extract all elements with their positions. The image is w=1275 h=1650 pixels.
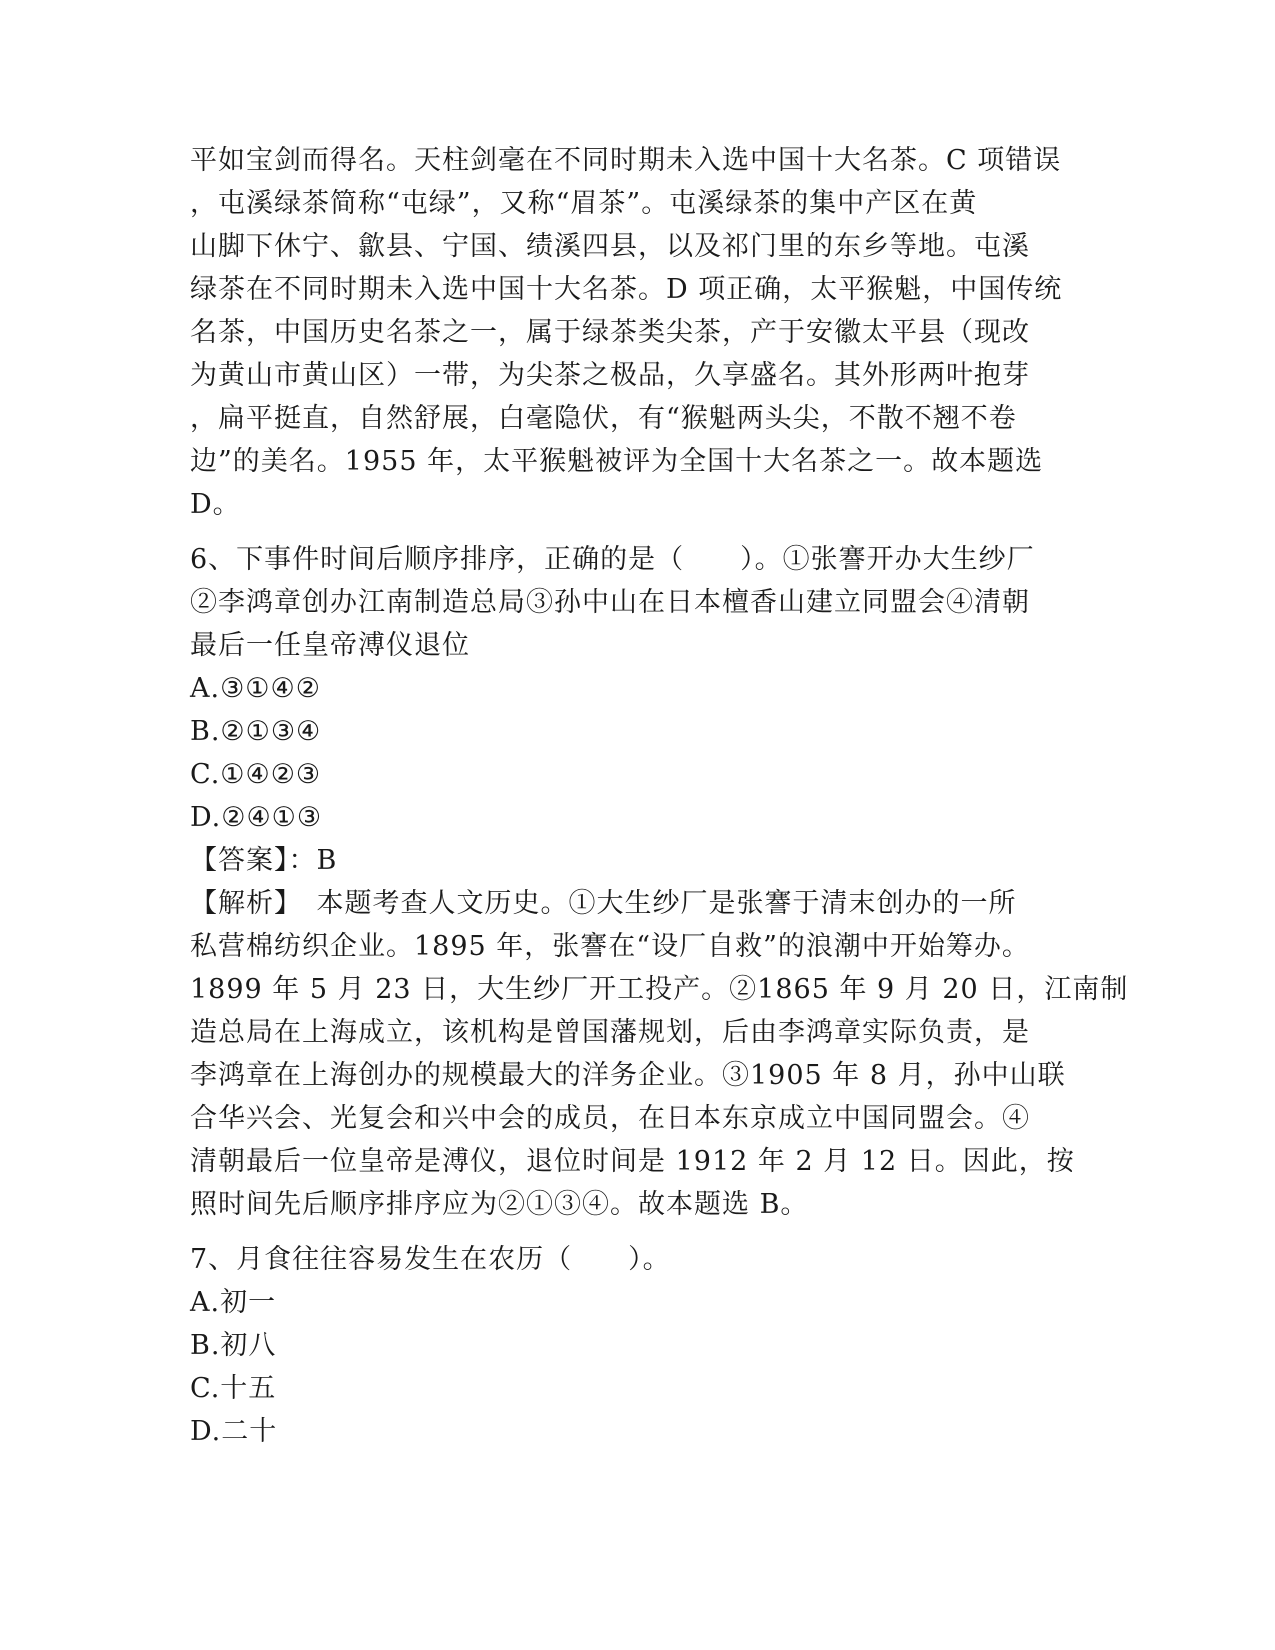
text-line: ，扁平挺直，自然舒展，白毫隐伏，有“猴魁两头尖，不散不翘不卷 bbox=[190, 403, 1017, 434]
text-line: 平如宝剑而得名。天柱剑毫在不同时期未入选中国十大名茶。C 项错误 bbox=[190, 145, 1062, 176]
analysis-line: 【解析】 本题考查人文历史。①大生纱厂是张謇于清末创办的一所 bbox=[190, 888, 1017, 919]
text-line: ，屯溪绿茶简称“屯绿”，又称“眉茶”。屯溪绿茶的集中产区在黄 bbox=[190, 188, 978, 219]
question-stem: ②李鸿章创办江南制造总局③孙中山在日本檀香山建立同盟会④清朝 bbox=[190, 587, 1030, 618]
analysis-line: 李鸿章在上海创办的规模最大的洋务企业。③1905 年 8 月，孙中山联 bbox=[190, 1060, 1066, 1091]
question-stem: 7、月食往往容易发生在农历（ ）。 bbox=[190, 1244, 671, 1275]
option-a: A.初一 bbox=[190, 1287, 277, 1318]
option-b: B.初八 bbox=[190, 1330, 277, 1361]
text-line: 山脚下休宁、歙县、宁国、绩溪四县，以及祁门里的东乡等地。屯溪 bbox=[190, 231, 1030, 262]
option-d: D.②④①③ bbox=[190, 802, 323, 833]
text-line: 名茶，中国历史名茶之一，属于绿茶类尖茶，产于安徽太平县（现改 bbox=[190, 317, 1030, 348]
option-c: C.十五 bbox=[190, 1373, 277, 1404]
question-stem: 6、下事件时间后顺序排序，正确的是（ ）。①张謇开办大生纱厂 bbox=[190, 544, 1035, 575]
analysis-line: 造总局在上海成立，该机构是曾国藩规划，后由李鸿章实际负责，是 bbox=[190, 1017, 1030, 1048]
analysis-line: 照时间先后顺序排序应为②①③④。故本题选 B。 bbox=[190, 1189, 809, 1220]
answer-line: 【答案】：B bbox=[190, 845, 338, 876]
question-stem: 最后一任皇帝溥仪退位 bbox=[190, 630, 470, 661]
option-d: D.二十 bbox=[190, 1416, 278, 1447]
option-a: A.③①④② bbox=[190, 673, 321, 704]
text-line: 绿茶在不同时期未入选中国十大名茶。D 项正确，太平猴魁，中国传统 bbox=[190, 274, 1063, 305]
option-c: C.①④②③ bbox=[190, 759, 322, 790]
analysis-line: 合华兴会、光复会和兴中会的成员，在日本东京成立中国同盟会。④ bbox=[190, 1103, 1030, 1134]
text-line: 边”的美名。1955 年，太平猴魁被评为全国十大名茶之一。故本题选 bbox=[190, 446, 1044, 477]
option-b: B.②①③④ bbox=[190, 716, 322, 747]
text-line: 为黄山市黄山区）一带，为尖茶之极品，久享盛名。其外形两叶抱芽 bbox=[190, 360, 1030, 391]
analysis-line: 私营棉纺织企业。1895 年，张謇在“设厂自救”的浪潮中开始筹办。 bbox=[190, 931, 1030, 962]
analysis-line: 1899 年 5 月 23 日，大生纱厂开工投产。②1865 年 9 月 20 日，江南制 bbox=[190, 974, 1129, 1005]
analysis-line: 清朝最后一位皇帝是溥仪，退位时间是 1912 年 2 月 12 日。因此，按 bbox=[190, 1146, 1075, 1177]
text-line: D。 bbox=[190, 489, 241, 520]
